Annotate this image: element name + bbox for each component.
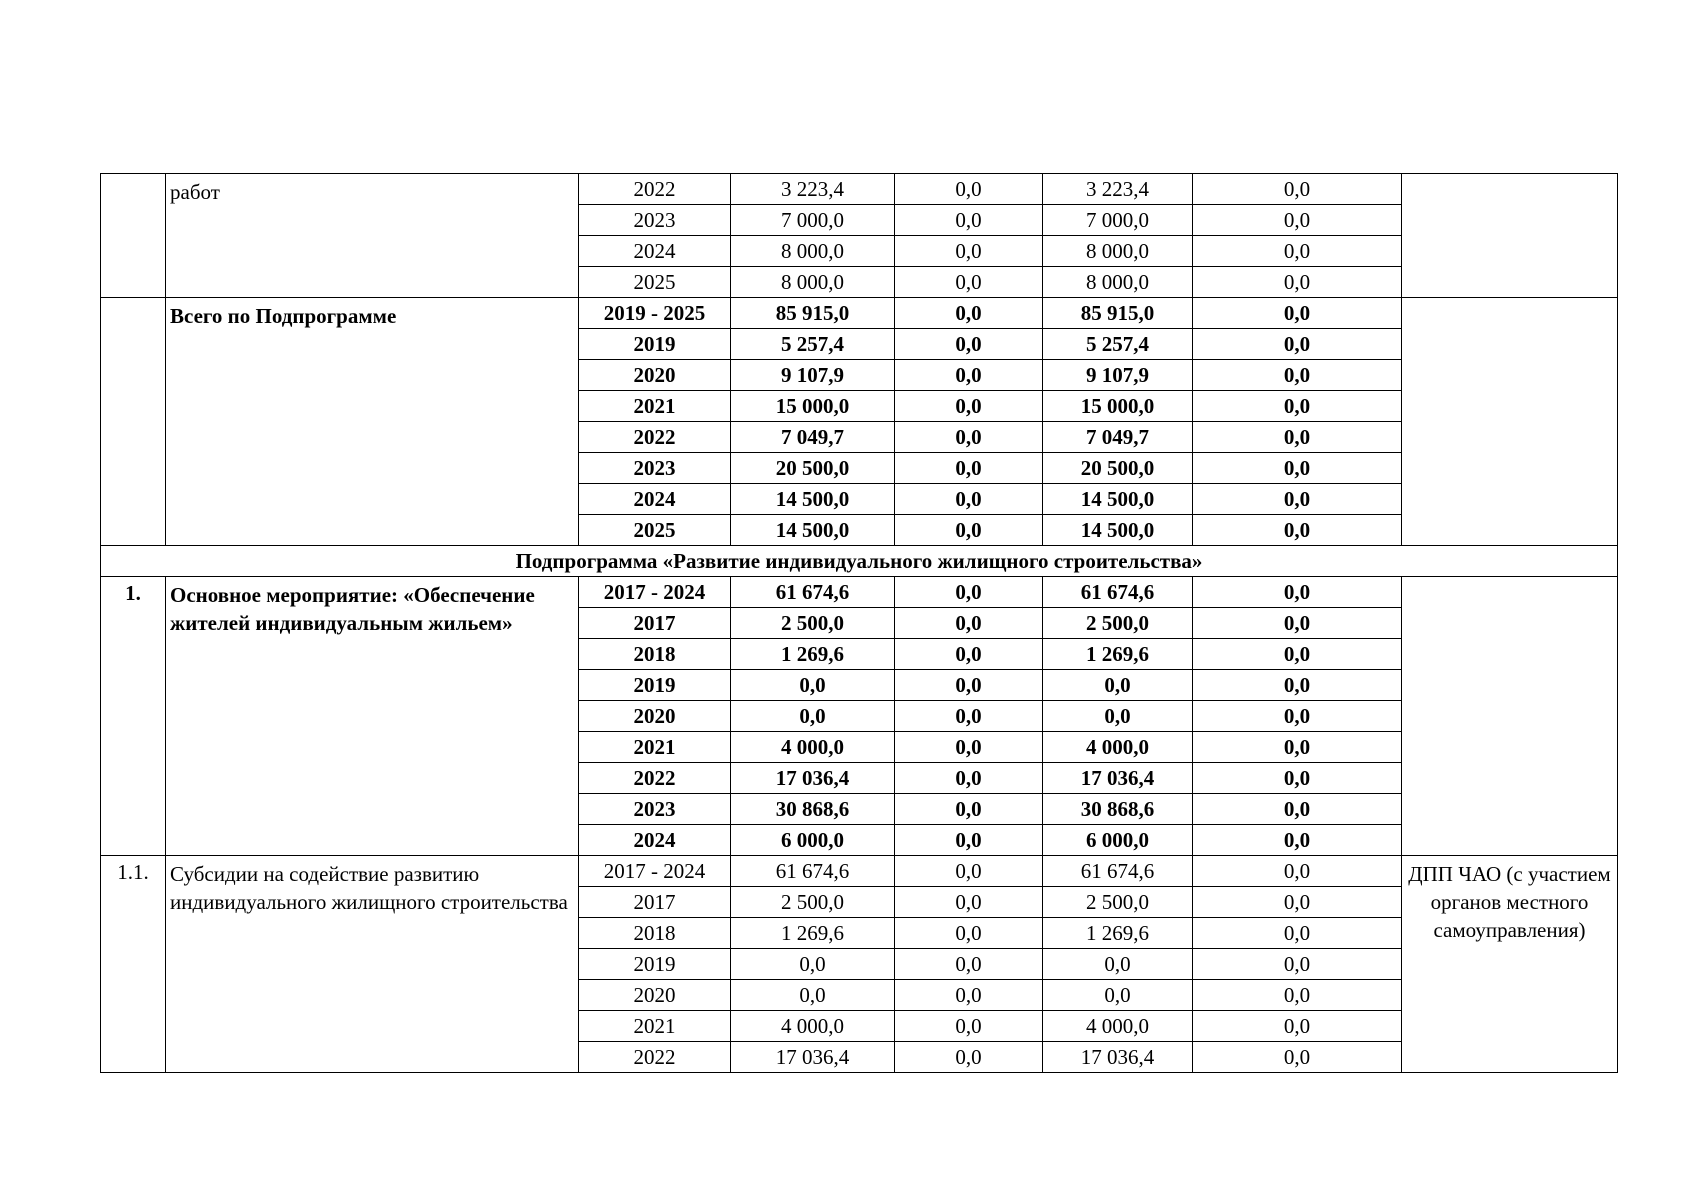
total-amount-cell: 17 036,4 [731, 1042, 895, 1073]
regional-amount-cell: 7 049,7 [1043, 422, 1193, 453]
period-cell: 2021 [579, 391, 731, 422]
subprogram-header-row [101, 546, 1618, 577]
total-amount-cell: 61 674,6 [731, 577, 895, 608]
other-amount-cell: 0,0 [1193, 608, 1402, 639]
federal-amount-cell: 0,0 [895, 1042, 1043, 1073]
total-amount-cell: 5 257,4 [731, 329, 895, 360]
total-amount-cell: 15 000,0 [731, 391, 895, 422]
federal-amount-cell: 0,0 [895, 732, 1043, 763]
period-cell: 2017 [579, 887, 731, 918]
regional-amount-cell: 2 500,0 [1043, 887, 1193, 918]
period-cell: 2019 [579, 670, 731, 701]
period-cell: 2022 [579, 422, 731, 453]
period-cell: 2022 [579, 763, 731, 794]
period-cell: 2017 - 2024 [579, 856, 731, 887]
table-row [101, 298, 1618, 329]
activity-name-cell: Основное мероприятие: «Обеспечение жителей индивидуальным жильем» [166, 577, 579, 856]
total-amount-cell: 0,0 [731, 701, 895, 732]
federal-amount-cell: 0,0 [895, 701, 1043, 732]
regional-amount-cell: 3 223,4 [1043, 174, 1193, 205]
total-amount-cell: 61 674,6 [731, 856, 895, 887]
federal-amount-cell: 0,0 [895, 267, 1043, 298]
total-amount-cell: 4 000,0 [731, 732, 895, 763]
federal-amount-cell: 0,0 [895, 577, 1043, 608]
activity-name-cell: Всего по Подпрограмме [166, 298, 579, 546]
other-amount-cell: 0,0 [1193, 422, 1402, 453]
total-amount-cell: 1 269,6 [731, 639, 895, 670]
regional-amount-cell: 0,0 [1043, 701, 1193, 732]
period-cell: 2018 [579, 918, 731, 949]
activity-name-cell: работ [166, 174, 579, 298]
total-amount-cell: 2 500,0 [731, 887, 895, 918]
federal-amount-cell: 0,0 [895, 763, 1043, 794]
row-index-cell: 1. [101, 577, 166, 856]
row-index-cell: 1.1. [101, 856, 166, 1073]
total-amount-cell: 85 915,0 [731, 298, 895, 329]
table-row [101, 174, 1618, 205]
period-cell: 2019 [579, 949, 731, 980]
total-amount-cell: 0,0 [731, 980, 895, 1011]
federal-amount-cell: 0,0 [895, 298, 1043, 329]
other-amount-cell: 0,0 [1193, 701, 1402, 732]
federal-amount-cell: 0,0 [895, 608, 1043, 639]
regional-amount-cell: 0,0 [1043, 670, 1193, 701]
total-amount-cell: 0,0 [731, 670, 895, 701]
period-cell: 2024 [579, 484, 731, 515]
regional-amount-cell: 4 000,0 [1043, 732, 1193, 763]
regional-amount-cell: 4 000,0 [1043, 1011, 1193, 1042]
federal-amount-cell: 0,0 [895, 236, 1043, 267]
other-amount-cell: 0,0 [1193, 360, 1402, 391]
total-amount-cell: 30 868,6 [731, 794, 895, 825]
responsible-cell [1402, 577, 1618, 856]
other-amount-cell: 0,0 [1193, 980, 1402, 1011]
activity-name-cell: Субсидии на содействие развитию индивидуального жилищного строительства [166, 856, 579, 1073]
other-amount-cell: 0,0 [1193, 205, 1402, 236]
federal-amount-cell: 0,0 [895, 1011, 1043, 1042]
federal-amount-cell: 0,0 [895, 422, 1043, 453]
other-amount-cell: 0,0 [1193, 515, 1402, 546]
period-cell: 2022 [579, 174, 731, 205]
period-cell: 2023 [579, 794, 731, 825]
total-amount-cell: 14 500,0 [731, 515, 895, 546]
total-amount-cell: 8 000,0 [731, 236, 895, 267]
total-amount-cell: 7 000,0 [731, 205, 895, 236]
federal-amount-cell: 0,0 [895, 825, 1043, 856]
regional-amount-cell: 7 000,0 [1043, 205, 1193, 236]
period-cell: 2023 [579, 453, 731, 484]
period-cell: 2024 [579, 825, 731, 856]
regional-amount-cell: 8 000,0 [1043, 236, 1193, 267]
regional-amount-cell: 17 036,4 [1043, 1042, 1193, 1073]
total-amount-cell: 14 500,0 [731, 484, 895, 515]
federal-amount-cell: 0,0 [895, 670, 1043, 701]
total-amount-cell: 2 500,0 [731, 608, 895, 639]
total-amount-cell: 7 049,7 [731, 422, 895, 453]
total-amount-cell: 6 000,0 [731, 825, 895, 856]
period-cell: 2025 [579, 267, 731, 298]
other-amount-cell: 0,0 [1193, 918, 1402, 949]
other-amount-cell: 0,0 [1193, 298, 1402, 329]
period-cell: 2022 [579, 1042, 731, 1073]
federal-amount-cell: 0,0 [895, 794, 1043, 825]
other-amount-cell: 0,0 [1193, 763, 1402, 794]
total-amount-cell: 0,0 [731, 949, 895, 980]
federal-amount-cell: 0,0 [895, 887, 1043, 918]
row-index-cell [101, 174, 166, 298]
regional-amount-cell: 15 000,0 [1043, 391, 1193, 422]
other-amount-cell: 0,0 [1193, 174, 1402, 205]
other-amount-cell: 0,0 [1193, 670, 1402, 701]
period-cell: 2018 [579, 639, 731, 670]
regional-amount-cell: 1 269,6 [1043, 639, 1193, 670]
federal-amount-cell: 0,0 [895, 918, 1043, 949]
other-amount-cell: 0,0 [1193, 639, 1402, 670]
row-index-cell [101, 298, 166, 546]
other-amount-cell: 0,0 [1193, 577, 1402, 608]
responsible-cell: ДПП ЧАО (с участием органов местного самоуправления) [1402, 856, 1618, 1073]
total-amount-cell: 8 000,0 [731, 267, 895, 298]
regional-amount-cell: 14 500,0 [1043, 515, 1193, 546]
other-amount-cell: 0,0 [1193, 856, 1402, 887]
other-amount-cell: 0,0 [1193, 453, 1402, 484]
subprogram-header: Подпрограмма «Развитие индивидуального жилищного строительства» [101, 546, 1618, 577]
table-row [101, 856, 1618, 887]
other-amount-cell: 0,0 [1193, 1042, 1402, 1073]
other-amount-cell: 0,0 [1193, 825, 1402, 856]
other-amount-cell: 0,0 [1193, 484, 1402, 515]
federal-amount-cell: 0,0 [895, 515, 1043, 546]
regional-amount-cell: 9 107,9 [1043, 360, 1193, 391]
other-amount-cell: 0,0 [1193, 732, 1402, 763]
regional-amount-cell: 17 036,4 [1043, 763, 1193, 794]
regional-amount-cell: 0,0 [1043, 949, 1193, 980]
period-cell: 2020 [579, 980, 731, 1011]
period-cell: 2017 [579, 608, 731, 639]
regional-amount-cell: 30 868,6 [1043, 794, 1193, 825]
period-cell: 2025 [579, 515, 731, 546]
regional-amount-cell: 2 500,0 [1043, 608, 1193, 639]
regional-amount-cell: 61 674,6 [1043, 856, 1193, 887]
responsible-cell [1402, 298, 1618, 546]
federal-amount-cell: 0,0 [895, 391, 1043, 422]
period-cell: 2019 [579, 329, 731, 360]
other-amount-cell: 0,0 [1193, 391, 1402, 422]
total-amount-cell: 17 036,4 [731, 763, 895, 794]
federal-amount-cell: 0,0 [895, 205, 1043, 236]
period-cell: 2023 [579, 205, 731, 236]
period-cell: 2020 [579, 360, 731, 391]
federal-amount-cell: 0,0 [895, 453, 1043, 484]
federal-amount-cell: 0,0 [895, 360, 1043, 391]
regional-amount-cell: 85 915,0 [1043, 298, 1193, 329]
other-amount-cell: 0,0 [1193, 794, 1402, 825]
federal-amount-cell: 0,0 [895, 329, 1043, 360]
regional-amount-cell: 0,0 [1043, 980, 1193, 1011]
total-amount-cell: 9 107,9 [731, 360, 895, 391]
regional-amount-cell: 5 257,4 [1043, 329, 1193, 360]
other-amount-cell: 0,0 [1193, 1011, 1402, 1042]
regional-amount-cell: 14 500,0 [1043, 484, 1193, 515]
other-amount-cell: 0,0 [1193, 329, 1402, 360]
budget-table-page [100, 173, 1618, 1073]
federal-amount-cell: 0,0 [895, 174, 1043, 205]
federal-amount-cell: 0,0 [895, 949, 1043, 980]
other-amount-cell: 0,0 [1193, 267, 1402, 298]
total-amount-cell: 1 269,6 [731, 918, 895, 949]
period-cell: 2019 - 2025 [579, 298, 731, 329]
table-row [101, 577, 1618, 608]
regional-amount-cell: 20 500,0 [1043, 453, 1193, 484]
budget-table [100, 173, 1618, 1073]
other-amount-cell: 0,0 [1193, 887, 1402, 918]
period-cell: 2024 [579, 236, 731, 267]
regional-amount-cell: 1 269,6 [1043, 918, 1193, 949]
regional-amount-cell: 61 674,6 [1043, 577, 1193, 608]
total-amount-cell: 3 223,4 [731, 174, 895, 205]
total-amount-cell: 20 500,0 [731, 453, 895, 484]
other-amount-cell: 0,0 [1193, 949, 1402, 980]
regional-amount-cell: 6 000,0 [1043, 825, 1193, 856]
federal-amount-cell: 0,0 [895, 856, 1043, 887]
period-cell: 2021 [579, 1011, 731, 1042]
period-cell: 2020 [579, 701, 731, 732]
responsible-cell [1402, 174, 1618, 298]
other-amount-cell: 0,0 [1193, 236, 1402, 267]
federal-amount-cell: 0,0 [895, 980, 1043, 1011]
period-cell: 2017 - 2024 [579, 577, 731, 608]
period-cell: 2021 [579, 732, 731, 763]
federal-amount-cell: 0,0 [895, 639, 1043, 670]
federal-amount-cell: 0,0 [895, 484, 1043, 515]
regional-amount-cell: 8 000,0 [1043, 267, 1193, 298]
total-amount-cell: 4 000,0 [731, 1011, 895, 1042]
